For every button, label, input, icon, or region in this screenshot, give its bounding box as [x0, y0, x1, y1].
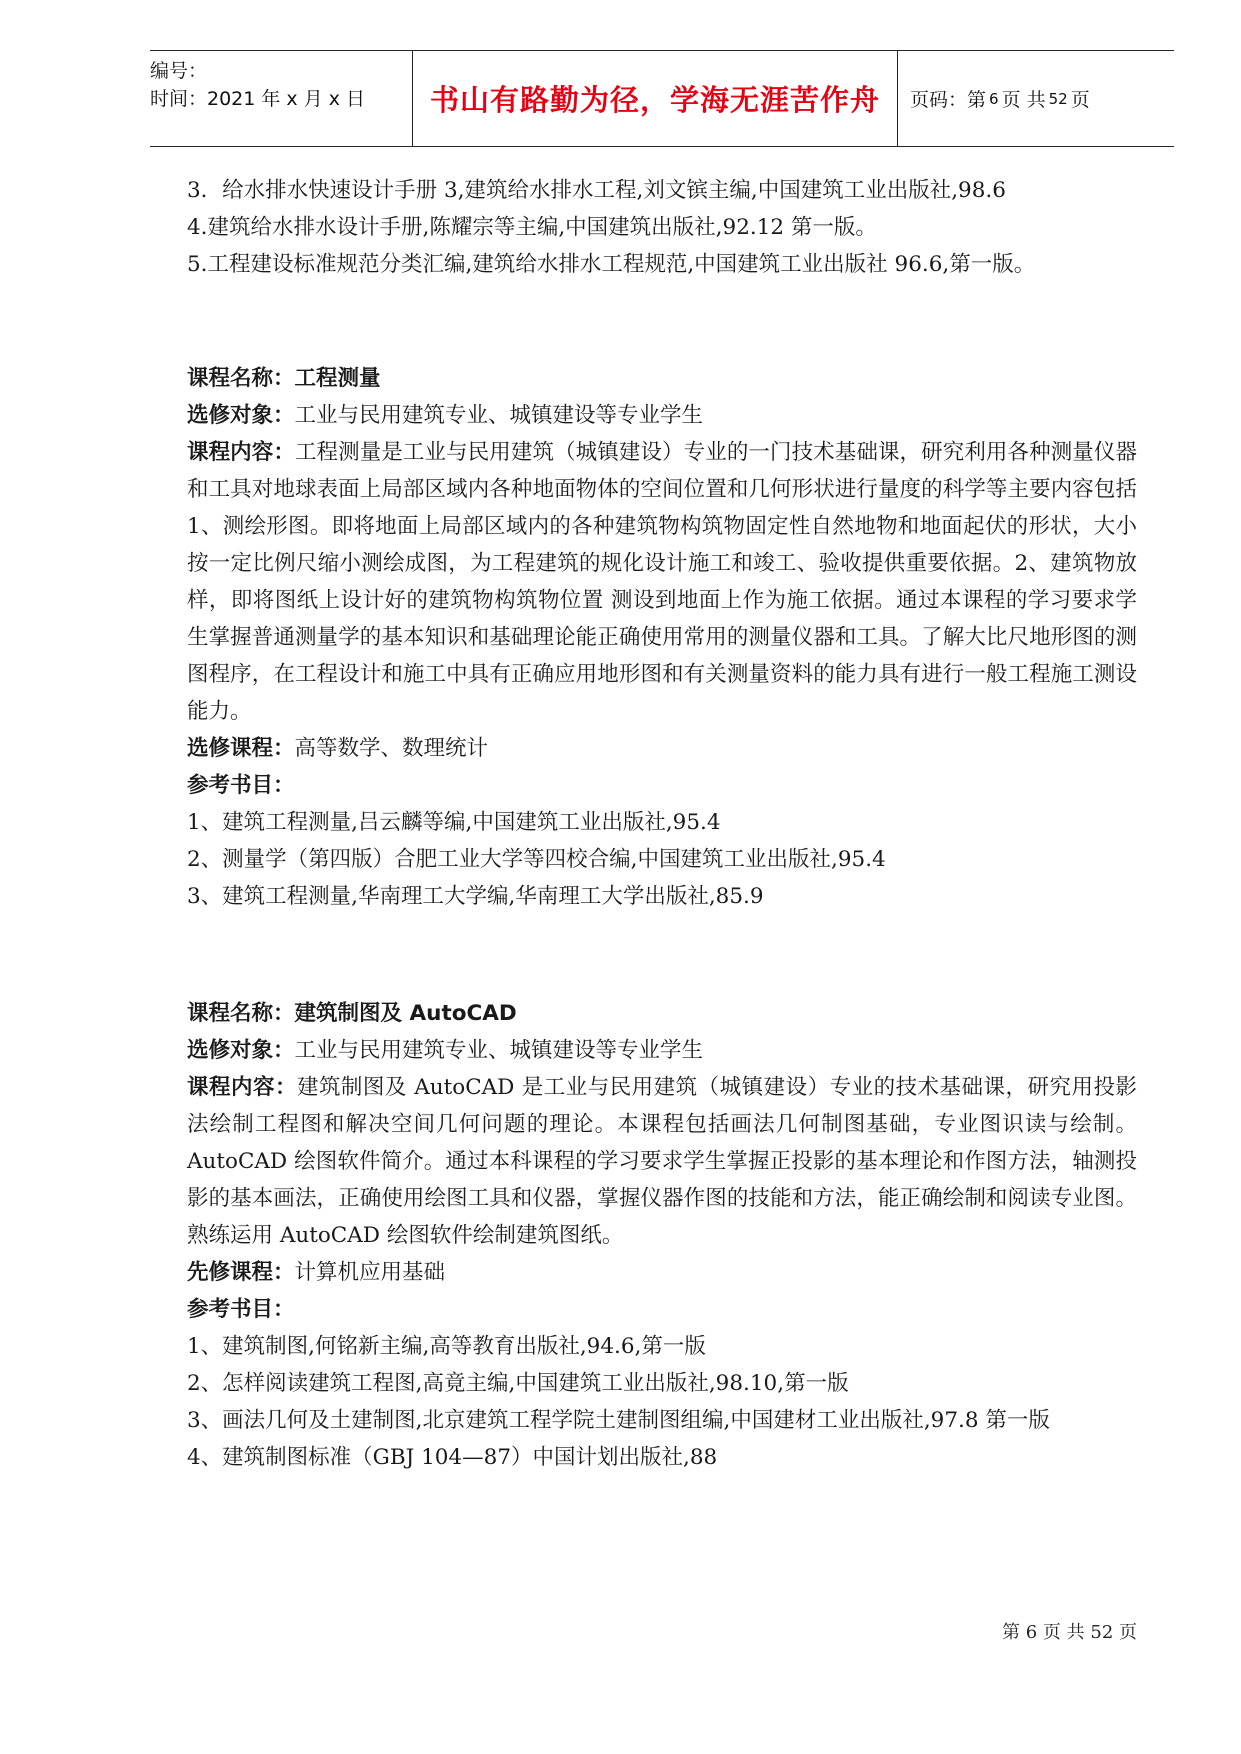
course-content	[187, 434, 1137, 730]
reference-item: 1、建筑制图,何铭新主编,高等教育出版社,94.6,第一版	[187, 1334, 706, 1359]
course-prereq	[187, 1254, 1137, 1291]
field-value: 建筑制图及 AutoCAD 是工业与民用建筑（城镇建设）专业的技术基础课，研究用投影法绘制工程图和解决空间几何问题的理论。本课程包括画法几何制图基础，专业图识读与绘制。AutoCAD 绘图软件简介。通过本科课程的学习要求学生掌握正投影的基本理论和作图方法，轴测投影的基本画法，正确使用绘图工具和仪器，掌握仪器作图的技能和方法，能正确绘制和阅读专业图。熟练运用 AutoCAD 绘图软件绘制建筑图纸。	[187, 1075, 1137, 1248]
reference-item: 3、建筑工程测量,华南理工大学编,华南理工大学出版社,85.9	[187, 884, 764, 909]
course-section-surveying	[187, 360, 1137, 915]
course-name	[187, 995, 1137, 1032]
field-label: 选修课程：	[187, 736, 295, 761]
document-body	[187, 172, 1137, 1476]
course-section-drawing	[187, 995, 1137, 1476]
page-suffix: 页	[1070, 89, 1090, 111]
course-content	[187, 1069, 1137, 1254]
header-meta	[150, 51, 412, 146]
course-refs-heading	[187, 1291, 1137, 1328]
reference-item: 4、建筑制图标准（GBJ 104—87）中国计划出版社,88	[187, 1445, 718, 1470]
section-gap	[187, 283, 1137, 360]
field-value: 计算机应用基础	[294, 1260, 446, 1285]
course-name	[187, 360, 1137, 397]
course-target	[187, 1032, 1137, 1069]
field-label: 课程名称：	[187, 366, 295, 391]
field-value: 工业与民用建筑专业、城镇建设等专业学生	[294, 403, 704, 428]
header-motto: 书山有路勤为径，学海无涯苦作舟	[412, 51, 898, 146]
reference-item: 4.建筑给水排水设计手册,陈耀宗等主编,中国建筑出版社,92.12 第一版。	[187, 215, 877, 240]
field-label: 课程内容：	[187, 440, 295, 465]
page-total: 52	[1048, 89, 1068, 108]
field-label: 先修课程：	[187, 1260, 295, 1285]
reference-item: 1、建筑工程测量,吕云麟等编,中国建筑工业出版社,95.4	[187, 810, 721, 835]
time-label: 时间：2021 年 x 月 x 日	[150, 88, 366, 110]
course-title: 工程测量	[294, 366, 381, 391]
field-label: 课程名称：	[187, 1001, 295, 1026]
reference-item: 2、怎样阅读建筑工程图,高竟主编,中国建筑工业出版社,98.10,第一版	[187, 1371, 849, 1396]
field-value: 工业与民用建筑专业、城镇建设等专业学生	[294, 1038, 704, 1063]
page-current: 6	[989, 89, 999, 108]
reference-item: 2、测量学（第四版）合肥工业大学等四校合编,中国建筑工业出版社,95.4	[187, 847, 886, 872]
page-prefix: 页码：第	[910, 89, 987, 111]
section-gap	[187, 915, 1137, 995]
field-label: 课程内容：	[187, 1075, 297, 1100]
page-middle: 页 共	[1001, 89, 1046, 111]
page-header	[150, 50, 1174, 147]
course-refs-heading	[187, 767, 1137, 804]
course-prereq	[187, 730, 1137, 767]
reference-item: 3、画法几何及土建制图,北京建筑工程学院土建制图组编,中国建材工业出版社,97.8 第一版	[187, 1408, 1050, 1433]
header-page-number	[898, 51, 1174, 146]
field-value: 高等数学、数理统计	[294, 736, 489, 761]
reference-item: 3．给水排水快速设计手册 3,建筑给水排水工程,刘文镔主编,中国建筑工业出版社,98.6	[187, 178, 1006, 203]
course-title: 建筑制图及 AutoCAD	[294, 1001, 517, 1026]
reference-item: 5.工程建设标准规范分类汇编,建筑给水排水工程规范,中国建筑工业出版社 96.6,第一版。	[187, 252, 1036, 277]
field-label: 选修对象：	[187, 403, 295, 428]
course-target	[187, 397, 1137, 434]
field-label: 选修对象：	[187, 1038, 295, 1063]
page-footer: 第 6 页 共 52 页	[1002, 1622, 1137, 1643]
field-label: 参考书目：	[187, 1297, 295, 1322]
serial-label: 编号：	[150, 60, 208, 82]
field-label: 参考书目：	[187, 773, 295, 798]
field-value: 工程测量是工业与民用建筑（城镇建设）专业的一门技术基础课，研究利用各种测量仪器和工具对地球表面上局部区域内各种地面物体的空间位置和几何形状进行量度的科学等主要内容包括 1、测绘形图。即将地面上局部区域内的各种建筑物构筑物固定性自然地物和地面起伏的形状，大小按一定比例尺缩小测绘成图，为工程建筑的规化设计施工和竣工、验收提供重要依据。2、建筑物放样，即将图纸上设计好的建筑物构筑物位置 测设到地面上作为施工依据。通过本课程的学习要求学生掌握普通测量学的基本知识和基础理论能正确使用常用的测量仪器和工具。了解大比尺地形图的测图程序，在工程设计和施工中具有正确应用地形图和有关测量资料的能力具有进行一般工程施工测设能力。	[187, 440, 1137, 724]
